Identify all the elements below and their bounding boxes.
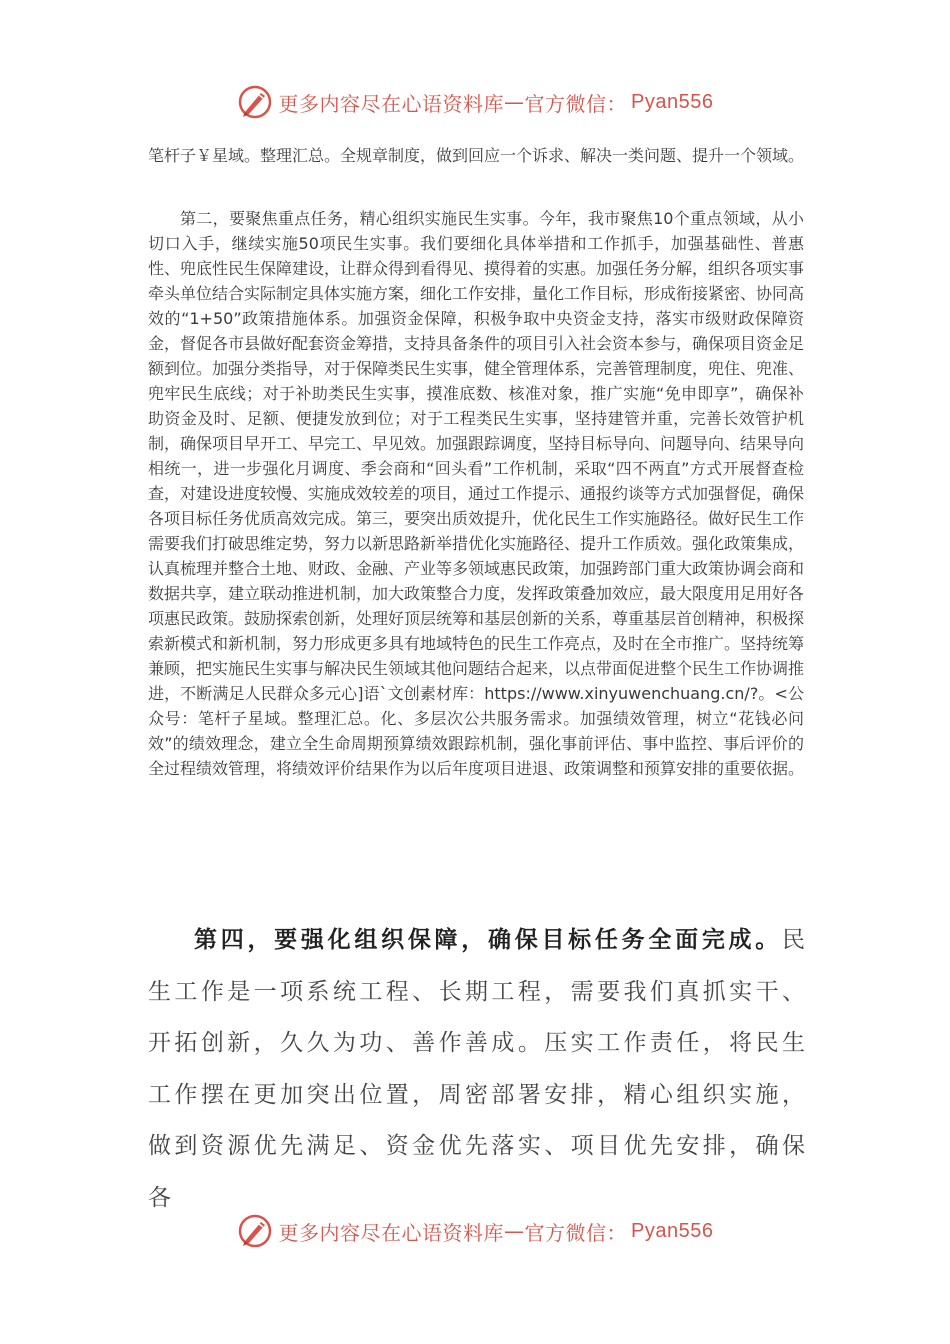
paragraph-second-third: 第二，要聚焦重点任务，精心组织实施民生实事。今年，我市聚焦10个重点领域，从小切口入手，继续实施50项民生实事。我们要细化具体举措和工作抓手，加强基础性、普惠性、兜底性民生保障建设，让群众得到看得见、摸得着的实惠。加强任务分解，组织各项实事牵头单位结合实际制定具体实施方案，细化工作安排，量化工作目标，形成衔接紧密、协同高效的“1+50”政策措施体系。加强资金保障，积极争取中央资金支持，落实市级财政保障资金，督促各市县做好配套资金筹措，支持具备条件的项目引入社会资本参与，确保项目资金足额到位。加强分类指导，对于保障类民生实事，健全管理体系，完善管理制度，兜住、兜准、兜牢民生底线；对于补助类民生实事，摸准底数、核准对象，推广实施“免申即享”，确保补助资金及时、足额、便捷发放到位；对于工程类民生实事，坚持建管并重，完善长效管护机制，确保项目早开工、早完工、早见效。加强跟踪调度，坚持目标导向、问题导向、结果导向相统一，进一步强化月调度、季会商和“回头看”工作机制，采取“四不两直”方式开展督查检查，对建设进度较慢、实施成效较差的项目，通过工作提示、通报约谈等方式加强督促，确保各项目标任务优质高效完成。第三，要突出质效提升，优化民生工作实施路径。做好民生工作需要我们打破思维定势，努力以新思路新举措优化实施路径、提升工作质效。强化政策集成，认真梳理并整合土地、财政、金融、产业等多领域惠民政策，加强跨部门重大政策协调会商和数据共享，建立联动推进机制，加大政策整合力度，发挥政策叠加效应，最大限度用足用好各项惠民政策。鼓励探索创新，处理好顶层统筹和基层创新的关系，尊重基层首创精神，积极探索新模式和新机制，努力形成更多具有地域特色的民生工作亮点，及时在全市推广。坚持统筹兼顾，把实施民生实事与解决民生领域其他问题结合起来，以点带面促进整个民生工作协调推进，不断满足人民群众多元心]语`文创素材库：https://www.xinyuwenchuang.cn/?。<公众号：笔杆子星域。整理汇总。化、多层次公共服务需求。加强绩效管理，树立“花钱必问效”的绩效理念，建立全生命周期预算绩效跟踪机制，强化事前评估、事中监控、事后评价的全过程绩效管理，将绩效评价结果作为以后年度项目进退、政策调整和预算安排的重要依据。 [148,209,805,778]
paragraph-fourth-lead: 第四，要强化组织保障，确保目标任务全面完成。 [194,927,782,953]
paragraph-intro: 笔杆子￥星域。整理汇总。全规章制度，做到回应一个诉求、解决一类问题、提升一个领域。 [148,146,805,165]
header-label: 官方微信： [524,91,628,116]
header-wechat-handle: Pyan556 [631,90,714,113]
footer-separator: — [504,1219,525,1243]
header-separator: — [504,90,525,114]
header-brand: 更多内容尽在心语资料库 [278,91,505,116]
paragraph-fourth [148,915,808,1224]
footer-banner [0,1211,950,1251]
paragraph-fourth-text: 民生工作是一项系统工程、长期工程，需要我们真抓实干、开拓创新，久久为功、善作善成。压实工作责任，将民生工作摆在更加突出位置，周密部署安排，精心组织实施，做到资源优先满足、资金优先落实、项目优先安排，确保各 [148,927,808,1211]
footer-wechat-handle: Pyan556 [631,1219,714,1242]
footer-brand: 更多内容尽在心语资料库 [278,1220,505,1245]
footer-label: 官方微信： [524,1220,628,1245]
pen-logo-icon [237,1213,273,1249]
header-banner [0,82,950,122]
pen-logo-icon [237,84,273,120]
